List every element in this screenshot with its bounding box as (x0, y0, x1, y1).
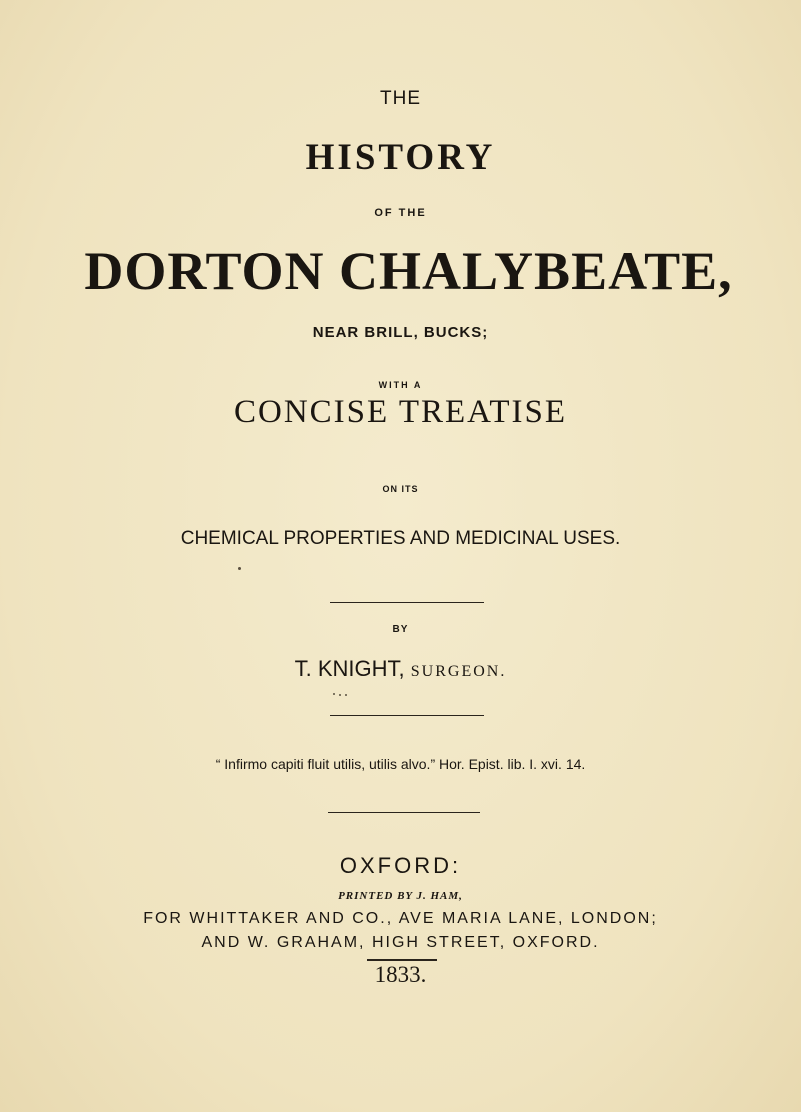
paper-speck (333, 693, 335, 695)
properties-line: CHEMICAL PROPERTIES AND MEDICINAL USES. (180, 528, 621, 549)
epigraph: “ Infirmo capiti fluit utilis, utilis alvo.” Hor. Epist. lib. I. xvi. 14. (215, 756, 586, 772)
divider-rule (330, 715, 484, 716)
divider-rule (328, 812, 480, 813)
paper-speck (238, 567, 241, 570)
concise-treatise-heading: CONCISE TREATISE (234, 394, 567, 430)
with-a-line: WITH A (378, 380, 423, 390)
by-line: BY (392, 624, 409, 635)
author-line (0, 656, 801, 682)
title-history: HISTORY (305, 137, 496, 178)
title-the: THE (380, 88, 421, 109)
author-title: SURGEON. (410, 663, 507, 680)
publication-year: 1833. (374, 962, 427, 987)
location-line: NEAR BRILL, BUCKS; (312, 324, 489, 341)
paper-speck (339, 694, 341, 696)
author-name: T. KNIGHT, (294, 656, 405, 681)
publisher-line-1: FOR WHITTAKER AND CO., AVE MARIA LANE, LONDON; (143, 910, 658, 927)
imprint-place: OXFORD: (339, 853, 462, 878)
divider-rule (330, 602, 484, 603)
on-its-line: ON ITS (382, 484, 419, 494)
printer-line: PRINTED BY J. HAM, (338, 890, 463, 902)
title-subject: DORTON CHALYBEATE, (84, 241, 733, 301)
year-rule (367, 959, 437, 961)
paper-speck (345, 694, 347, 696)
publisher-line-2: AND W. GRAHAM, HIGH STREET, OXFORD. (201, 934, 600, 951)
title-of-the: OF THE (374, 207, 427, 219)
